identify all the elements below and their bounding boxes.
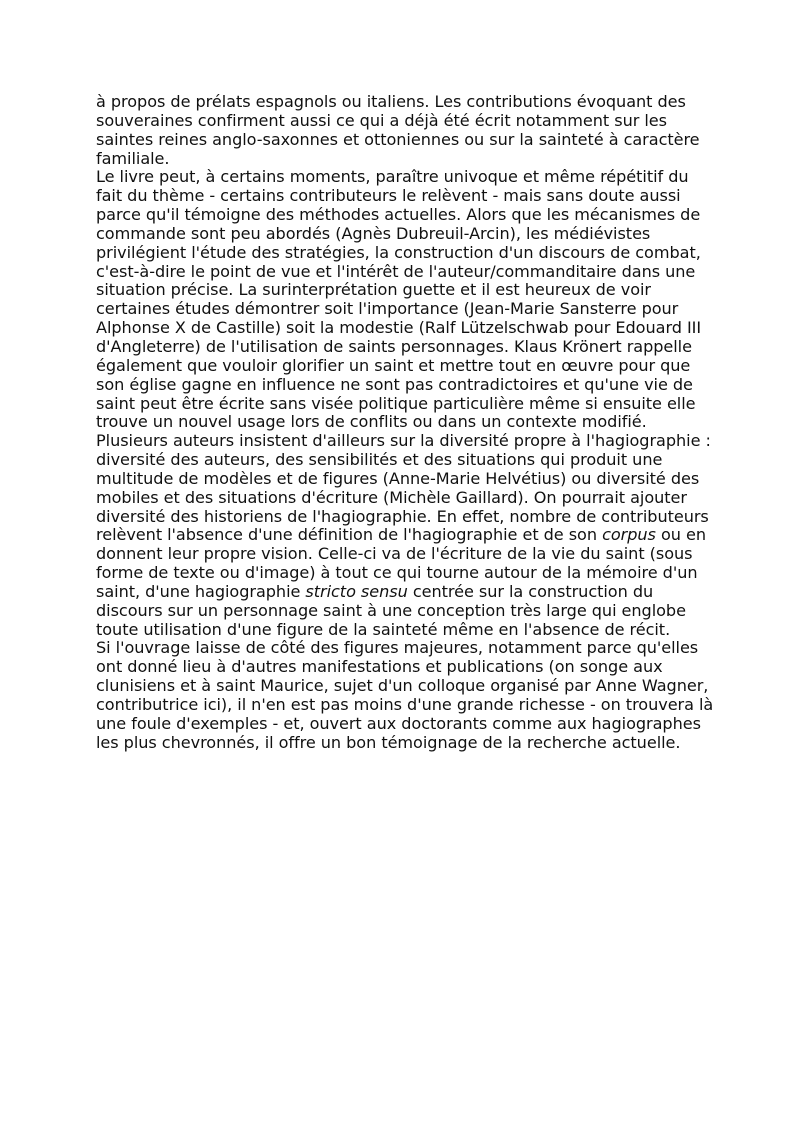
paragraph-text: à propos de prélats espagnols ou italiens. Les contributions évoquant des souveraines confirment aussi ce qui a déjà été écrit notamment sur les saintes reines anglo-saxonnes et ottoniennes ou sur la sainteté à caractère familiale.: [96, 92, 700, 168]
paragraph-text: centrée sur la construction du discours sur un personnage saint à une conception très large qui englobe toute utilisation d'une figure de la sainteté même en l'absence de récit.: [96, 581, 686, 639]
paragraph: [96, 639, 716, 752]
paragraph-text: ou en donnent leur propre vision. Celle-ci va de l'écriture de la vie du saint (sous forme de texte ou d'image) à tout ce qui tourne autour de la mémoire d'un saint, d'une hagiographie: [96, 525, 706, 601]
italic-term: corpus: [602, 525, 656, 545]
paragraph-text: Si l'ouvrage laisse de côté des figures majeures, notamment parce qu'elles ont donné lieu à d'autres manifestations et publications (on songe aux clunisiens et à saint Maurice, sujet d'un colloque organisé par Anne Wagner, contributrice ici), il n'en est pas moins d'une grande richesse - on trouvera là une foule d'exemples - et, ouvert aux doctorants comme aux hagiographes les plus chevronnés, il offre un bon témoignage de la recherche actuelle.: [96, 638, 714, 752]
paragraph-text: Le livre peut, à certains moments, paraître univoque et même répétitif du fait du thème - certains contributeurs le relèvent - mais sans doute aussi parce qu'il témoigne des méthodes actuelles. Alors que les mécanismes de commande sont peu abordés (Agnès Dubreuil-Arcin), les médiévistes privilégient l'étude des stratégies, la construction d'un discours de combat, c'est-à-dire le point de vue et l'intérêt de l'auteur/commanditaire dans une situation précise. La surinterprétation guette et il est heureux de voir certaines études démontrer soit l'importance (Jean-Marie Sansterre pour Alphonse X de Castille) soit la modestie (Ralf Lützelschwab pour Edouard III d'Angleterre) de l'utilisation de saints personnages. Klaus Krönert rappelle également que vouloir glorifier un saint et mettre tout en œuvre pour que son église gagne en influence ne sont pas contradictoires et qu'une vie de saint peut être écrite sans visée politique particulière même si ensuite elle trouve un nouvel usage lors de conflits ou dans un contexte modifié. Plusieurs auteurs insistent d'ailleurs sur la diversité propre à l'hagiographie : diversité des auteurs, des sensibilités et des situations qui produit une multitude de modèles et de figures (Anne-Marie Helvétius) ou diversité des mobiles et des situations d'écriture (Michèle Gaillard). On pourrait ajouter diversité des historiens de l'hagiographie. En effet, nombre de contributeurs relèvent l'absence d'une définition de l'hagiographie et de son: [96, 167, 711, 545]
italic-term: stricto sensu: [305, 581, 408, 601]
paragraph: [96, 93, 716, 168]
paragraph: [96, 168, 716, 639]
document-body: [96, 93, 716, 753]
